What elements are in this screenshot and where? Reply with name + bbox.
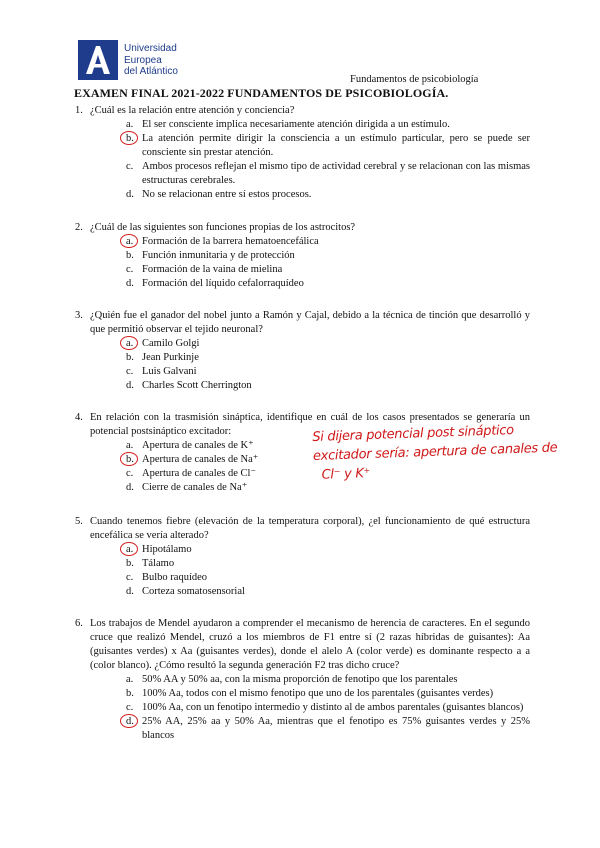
question-text: Los trabajos de Mendel ayudaron a comprender el mecanismo de herencia de caracteres. En el segundo cruce que realizó Mendel, cruzó a los miembros de F1 entre sí (2 razas híbridas de guisantes): Aa (guisantes verdes) x Aa (guisantes verdes), donde el alelo A (color verde) es dominante respecto a a (color blanco). ¿Cómo resultó la segunda generación F2 tras dicho cruce? (90, 618, 530, 671)
option-letter: a. (126, 674, 134, 685)
option-letter: b. (126, 688, 134, 699)
option-b[interactable] (90, 557, 530, 571)
option-letter: b. (126, 352, 134, 363)
option-letter: c. (126, 572, 134, 583)
option-letter: c. (126, 161, 134, 172)
handwritten-line-2: excitador sería: apertura de canales de (312, 440, 558, 464)
option-b[interactable] (90, 351, 530, 365)
question-text: Cuando tenemos fiebre (elevación de la temperatura corporal), ¿el funcionamiento de qué estructura encefálica se vería alterado? (90, 516, 530, 541)
option-text: Formación de la vaina de mielina (142, 264, 283, 275)
option-text: Corteza somatosensorial (142, 586, 245, 597)
option-c[interactable] (90, 263, 530, 277)
option-text: Cierre de canales de Na⁺ (142, 482, 248, 493)
option-letter: a. (126, 440, 134, 451)
option-text: El ser consciente implica necesariamente atención dirigida a un estímulo. (142, 119, 450, 130)
exam-title: EXAMEN FINAL 2021-2022 FUNDAMENTOS DE PSICOBIOLOGÍA. (74, 86, 449, 100)
answer-options (90, 543, 530, 599)
option-letter: d. (126, 278, 134, 289)
option-c[interactable] (90, 571, 530, 585)
option-text: 50% AA y 50% aa, con la misma proporción de fenotipo que los parentales (142, 674, 458, 685)
option-d[interactable] (90, 188, 530, 202)
question-1 (75, 104, 530, 202)
question-number: 4. (75, 412, 83, 423)
option-text: Luis Galvani (142, 366, 197, 377)
option-text: 100% Aa, todos con el mismo fenotipo que uno de los parentales (guisantes verdes) (142, 688, 494, 699)
university-logo (78, 40, 238, 80)
option-text: 100% Aa, con un fenotipo intermedio y distinto al de ambos parentales (guisantes blancos) (142, 702, 524, 713)
option-letter: a. (126, 119, 134, 130)
handwritten-line-1: Si dijera potencial post sináptico (312, 422, 515, 445)
option-d[interactable] (90, 481, 530, 495)
option-letter: c. (126, 468, 134, 479)
option-letter: b. (126, 454, 134, 465)
answer-options (90, 235, 530, 291)
option-letter: a. (126, 338, 134, 349)
option-text: Hipotálamo (142, 544, 192, 555)
option-letter: a. (126, 236, 134, 247)
option-text: La atención permite dirigir la consciencia a un estímulo particular, pero se puede ser consciente sin prestar atención. (142, 133, 530, 158)
option-letter: a. (126, 544, 134, 555)
option-d[interactable] (90, 585, 530, 599)
option-letter: b. (126, 133, 134, 144)
option-d[interactable] (90, 715, 530, 743)
option-letter: d. (126, 586, 134, 597)
option-letter: d. (126, 482, 134, 493)
option-d[interactable] (90, 379, 530, 393)
option-a[interactable] (90, 543, 530, 557)
option-text: Camilo Golgi (142, 338, 200, 349)
question-2 (75, 221, 530, 291)
answer-options (90, 673, 530, 743)
option-text: No se relacionan entre sí estos procesos. (142, 189, 312, 200)
option-text: Ambos procesos reflejan el mismo tipo de actividad cerebral y se relacionan con las mismas estructuras cerebrales. (142, 161, 530, 186)
handwritten-line-3: Cl⁻ y K⁺ (321, 466, 371, 483)
option-text: Bulbo raquídeo (142, 572, 208, 583)
option-letter: b. (126, 250, 134, 261)
option-b[interactable] (90, 132, 530, 160)
option-text: Función inmunitaria y de protección (142, 250, 295, 261)
option-text: Apertura de canales de Cl⁻ (142, 468, 256, 479)
question-6 (75, 617, 530, 743)
option-letter: b. (126, 558, 134, 569)
question-3 (75, 309, 530, 393)
option-letter: c. (126, 264, 134, 275)
question-number: 1. (75, 105, 83, 116)
option-text: Formación del líquido cefalorraquídeo (142, 278, 304, 289)
question-number: 5. (75, 516, 83, 527)
option-a[interactable] (90, 673, 530, 687)
option-text: 25% AA, 25% aa y 50% Aa, mientras que el fenotipo es 75% guisantes verdes y 25% blancos (142, 716, 530, 741)
handwritten-note (312, 419, 564, 485)
option-d[interactable] (90, 277, 530, 291)
option-text: Apertura de canales de Na⁺ (142, 454, 259, 465)
institution-line-3: del Atlántico (124, 66, 178, 77)
option-text: Formación de la barrera hematoencefálica (142, 236, 319, 247)
option-text: Tálamo (142, 558, 175, 569)
option-a[interactable] (90, 118, 530, 132)
institution-line-2: Europea (124, 54, 162, 66)
question-text: ¿Cuál de las siguientes son funciones propias de los astrocitos? (90, 222, 356, 233)
option-letter: c. (126, 702, 134, 713)
option-text: Jean Purkinje (142, 352, 199, 363)
question-number: 3. (75, 310, 83, 321)
option-c[interactable] (90, 160, 530, 188)
answer-options (90, 337, 530, 393)
question-number: 6. (75, 618, 83, 629)
question-text: En relación con la trasmisión sináptica, identifique en cuál de los casos presentados se generaría un potencial postsináptico excitador: (90, 412, 530, 437)
option-c[interactable] (90, 365, 530, 379)
question-text: ¿Quién fue el ganador del nobel junto a Ramón y Cajal, debido a la técnica de tinción que desarrolló y que permitió observar el tejido neuronal? (90, 310, 530, 335)
institution-name (124, 43, 178, 78)
institution-line-1: Universidad (124, 43, 177, 54)
option-b[interactable] (90, 249, 530, 263)
option-text: Apertura de canales de K⁺ (142, 440, 254, 451)
option-letter: d. (126, 189, 134, 200)
question-text: ¿Cuál es la relación entre atención y conciencia? (90, 105, 295, 116)
course-name: Fundamentos de psicobiología (350, 74, 479, 85)
option-c[interactable] (90, 701, 530, 715)
option-a[interactable] (90, 235, 530, 249)
option-b[interactable] (90, 687, 530, 701)
answer-options (90, 118, 530, 202)
option-letter: c. (126, 366, 134, 377)
question-5 (75, 515, 530, 599)
option-a[interactable] (90, 337, 530, 351)
question-number: 2. (75, 222, 83, 233)
option-letter: d. (126, 380, 134, 391)
logo-a-icon (78, 40, 118, 80)
option-letter: d. (126, 716, 134, 727)
option-text: Charles Scott Cherrington (142, 380, 252, 391)
